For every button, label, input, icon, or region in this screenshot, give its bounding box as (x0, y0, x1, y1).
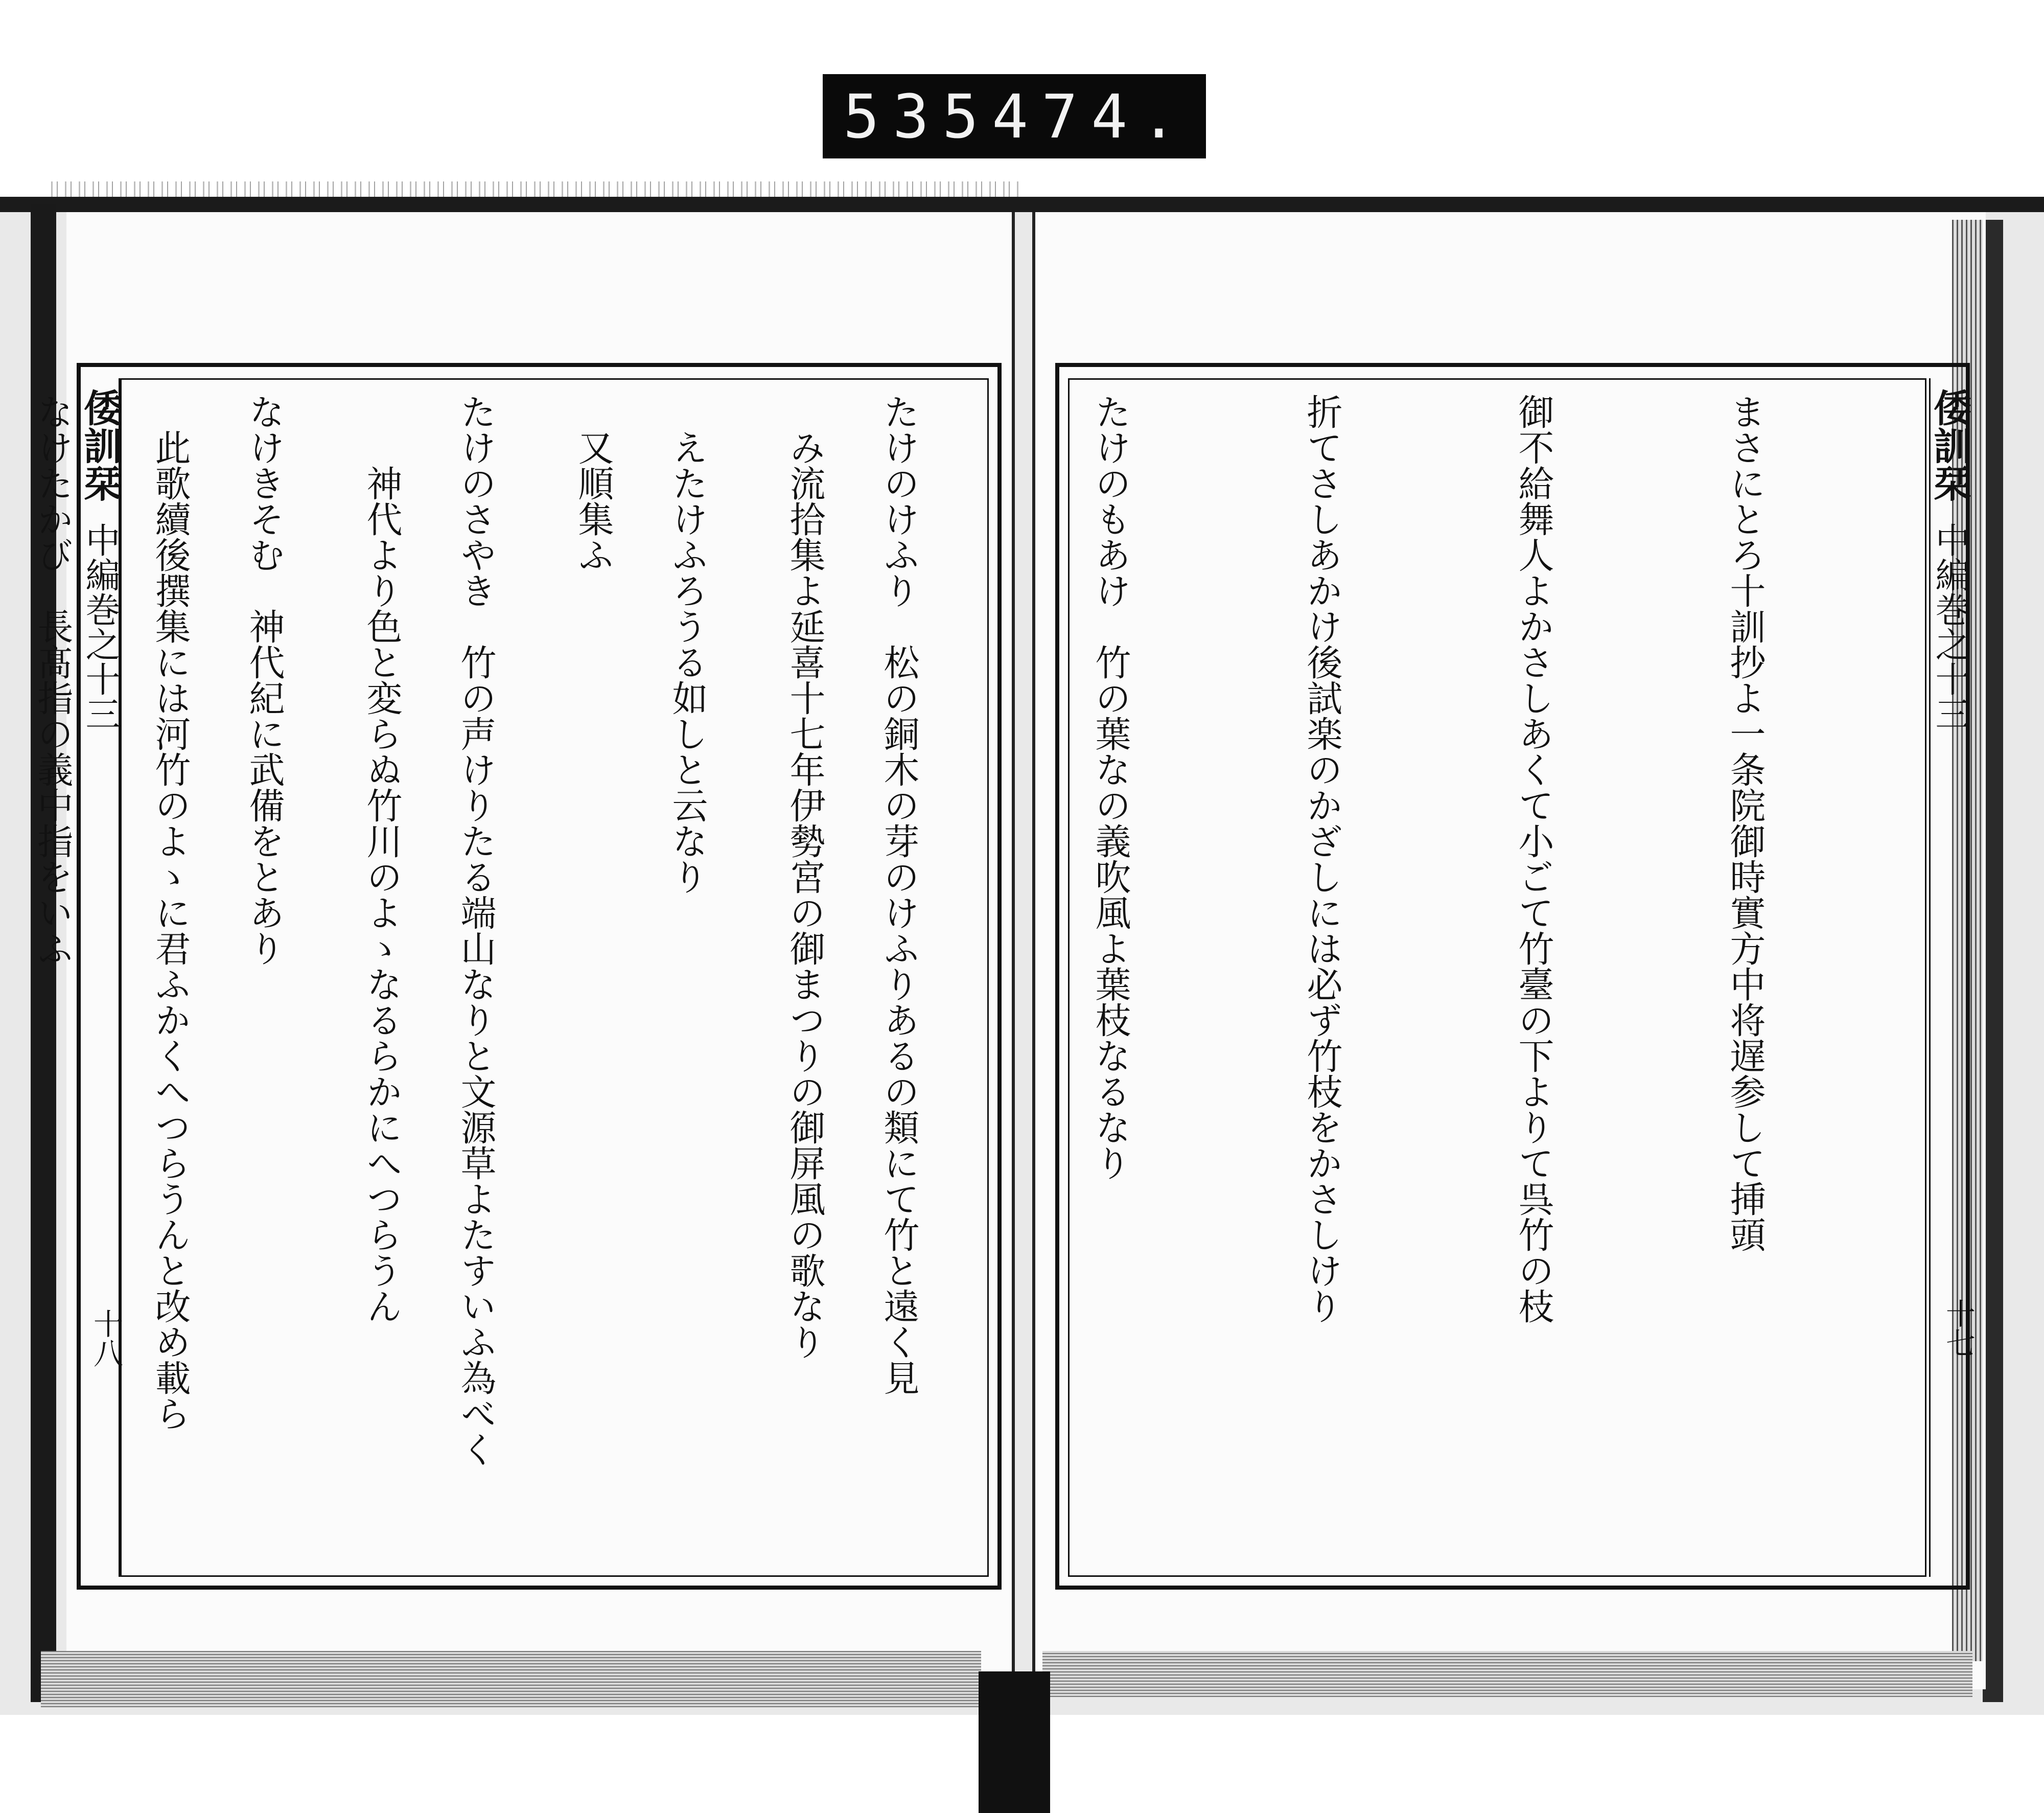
right-volume-label: 中編巻之十三 (1930, 522, 1970, 731)
call-number-label (823, 74, 1206, 158)
right-cover-edge (1983, 220, 2003, 1702)
text-line: なけきそむ 神代紀に武備をとあり (243, 394, 285, 966)
text-line: み流拾集よ延喜十七年伊勢宮の御まつりの御屏風の歌なり (784, 394, 826, 1360)
left-page-body (133, 394, 981, 1569)
left-folio: 十八 (88, 1309, 123, 1368)
book-top-edge (0, 197, 2044, 212)
text-line: たけのもあけ 竹の葉なの義吹風よ葉枝なるなり (1089, 394, 1131, 1181)
text-line: 神代より色と変らぬ竹川のよゝなるらかにへつらうん (361, 394, 403, 1324)
text-line: たけのさやき 竹の声けりたる端山なりと文源草よたすいふ為べく (455, 394, 497, 1467)
text-line: たけのけふり 松の銅木の芽のけふりあるの類にて竹と遠く見 (878, 394, 920, 1395)
text-line: 又順集ふ (572, 394, 614, 572)
left-page-edges (41, 1651, 981, 1707)
left-running-title-text: 倭訓栞 (78, 388, 122, 502)
text-line: まさにとろ十訓抄よ一条院御時實方中将遅参して挿頭 (1724, 394, 1766, 1252)
right-running-title-text: 倭訓栞 (1927, 388, 1971, 502)
right-page-edges (1042, 1651, 1972, 1697)
text-line: 御不給舞人よかさしあくて小ごて竹臺の下よりて呉竹の枝 (1513, 394, 1554, 1324)
text-line: えたけふろうる如しと云なり (666, 394, 708, 894)
right-running-title (1929, 378, 1970, 1577)
text-line: 此歌續後撰集には河竹のよゝに君ふかくへつらうんと改め載ら (149, 394, 191, 1431)
call-number-left: 535 (843, 81, 992, 152)
gutter-shadow (979, 1671, 1050, 1813)
call-number-right: 474. (992, 81, 1191, 152)
left-volume-label: 中編巻之十三 (80, 522, 120, 731)
text-line: なけたかび 長髙指の義中指をいふ (32, 394, 74, 966)
text-line: 折てさしあかけ後試楽のかざしには必ず竹枝をかさしけり (1301, 394, 1343, 1324)
right-folio: 十七 (1941, 1298, 1976, 1358)
